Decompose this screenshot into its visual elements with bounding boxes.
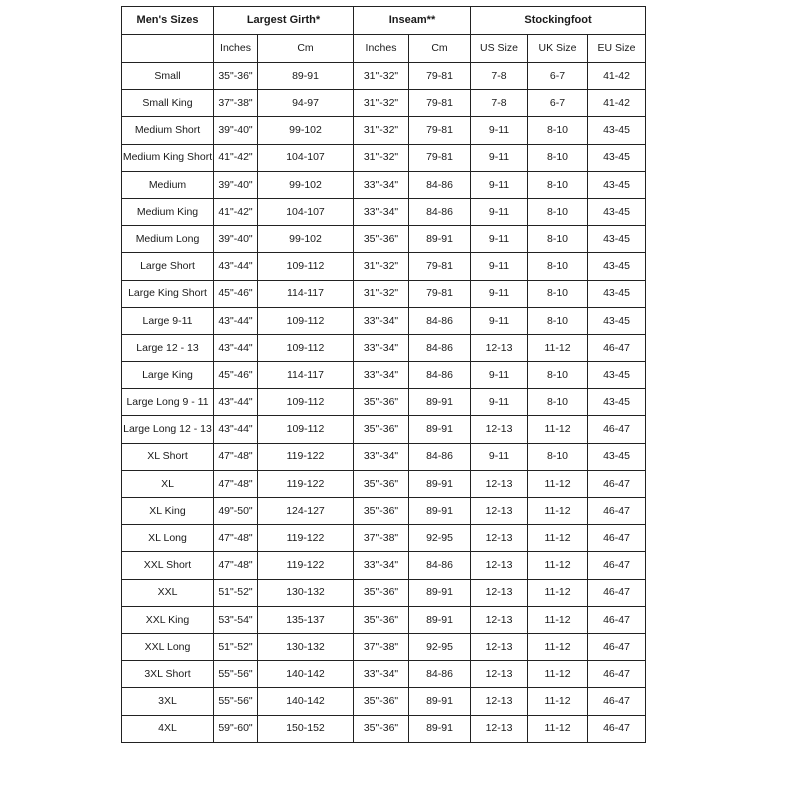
inseam-cm-cell: 84-86 xyxy=(409,661,471,688)
header-mens-sizes: Men's Sizes xyxy=(122,7,214,35)
us-size-cell: 12-13 xyxy=(471,498,528,525)
eu-size-cell: 46-47 xyxy=(588,606,646,633)
inseam-inches-cell: 35"-36" xyxy=(354,715,409,742)
girth-inches-cell: 49"-50" xyxy=(214,498,258,525)
girth-cm-cell: 119-122 xyxy=(258,470,354,497)
inseam-inches-cell: 31"-32" xyxy=(354,280,409,307)
us-size-cell: 12-13 xyxy=(471,470,528,497)
eu-size-cell: 41-42 xyxy=(588,90,646,117)
us-size-cell: 9-11 xyxy=(471,443,528,470)
girth-inches-cell: 53"-54" xyxy=(214,606,258,633)
table-row xyxy=(122,117,646,144)
girth-cm-cell: 99-102 xyxy=(258,171,354,198)
uk-size-cell: 8-10 xyxy=(528,307,588,334)
inseam-cm-cell: 84-86 xyxy=(409,198,471,225)
sub-header-girth-cm: Cm xyxy=(258,35,354,63)
inseam-inches-cell: 35"-36" xyxy=(354,606,409,633)
eu-size-cell: 46-47 xyxy=(588,470,646,497)
sub-header-inseam-cm: Cm xyxy=(409,35,471,63)
eu-size-cell: 46-47 xyxy=(588,633,646,660)
sub-header-row xyxy=(122,35,646,63)
inseam-inches-cell: 33"-34" xyxy=(354,552,409,579)
inseam-cm-cell: 79-81 xyxy=(409,144,471,171)
us-size-cell: 9-11 xyxy=(471,117,528,144)
header-largest-girth: Largest Girth* xyxy=(214,7,354,35)
sub-header-blank xyxy=(122,35,214,63)
size-name-cell: XXL King xyxy=(122,606,214,633)
inseam-cm-cell: 84-86 xyxy=(409,334,471,361)
us-size-cell: 12-13 xyxy=(471,416,528,443)
inseam-inches-cell: 33"-34" xyxy=(354,443,409,470)
size-name-cell: XL Short xyxy=(122,443,214,470)
inseam-inches-cell: 31"-32" xyxy=(354,144,409,171)
size-name-cell: XXL xyxy=(122,579,214,606)
girth-inches-cell: 55"-56" xyxy=(214,661,258,688)
girth-inches-cell: 45"-46" xyxy=(214,280,258,307)
us-size-cell: 7-8 xyxy=(471,90,528,117)
uk-size-cell: 8-10 xyxy=(528,117,588,144)
inseam-inches-cell: 33"-34" xyxy=(354,362,409,389)
inseam-inches-cell: 33"-34" xyxy=(354,171,409,198)
table-row xyxy=(122,688,646,715)
us-size-cell: 9-11 xyxy=(471,362,528,389)
girth-inches-cell: 47"-48" xyxy=(214,470,258,497)
inseam-cm-cell: 84-86 xyxy=(409,552,471,579)
us-size-cell: 12-13 xyxy=(471,688,528,715)
uk-size-cell: 11-12 xyxy=(528,715,588,742)
size-name-cell: Large Long 12 - 13 xyxy=(122,416,214,443)
size-name-cell: XL Long xyxy=(122,525,214,552)
eu-size-cell: 43-45 xyxy=(588,307,646,334)
size-name-cell: 3XL xyxy=(122,688,214,715)
table-row xyxy=(122,307,646,334)
uk-size-cell: 11-12 xyxy=(528,606,588,633)
header-stockingfoot: Stockingfoot xyxy=(471,7,646,35)
eu-size-cell: 43-45 xyxy=(588,226,646,253)
us-size-cell: 9-11 xyxy=(471,226,528,253)
sub-header-uk-size: UK Size xyxy=(528,35,588,63)
eu-size-cell: 43-45 xyxy=(588,362,646,389)
table-row xyxy=(122,498,646,525)
size-name-cell: XXL Long xyxy=(122,633,214,660)
girth-cm-cell: 104-107 xyxy=(258,144,354,171)
inseam-cm-cell: 79-81 xyxy=(409,117,471,144)
table-row xyxy=(122,552,646,579)
size-name-cell: Large King xyxy=(122,362,214,389)
inseam-inches-cell: 35"-36" xyxy=(354,226,409,253)
uk-size-cell: 6-7 xyxy=(528,63,588,90)
table-row xyxy=(122,525,646,552)
table-row xyxy=(122,443,646,470)
sub-header-us-size: US Size xyxy=(471,35,528,63)
table-row xyxy=(122,171,646,198)
eu-size-cell: 46-47 xyxy=(588,661,646,688)
uk-size-cell: 8-10 xyxy=(528,443,588,470)
eu-size-cell: 46-47 xyxy=(588,552,646,579)
us-size-cell: 9-11 xyxy=(471,198,528,225)
girth-cm-cell: 150-152 xyxy=(258,715,354,742)
table-row xyxy=(122,63,646,90)
girth-inches-cell: 37"-38" xyxy=(214,90,258,117)
girth-cm-cell: 99-102 xyxy=(258,117,354,144)
inseam-inches-cell: 35"-36" xyxy=(354,470,409,497)
inseam-inches-cell: 35"-36" xyxy=(354,416,409,443)
inseam-inches-cell: 31"-32" xyxy=(354,253,409,280)
inseam-cm-cell: 89-91 xyxy=(409,715,471,742)
girth-inches-cell: 45"-46" xyxy=(214,362,258,389)
girth-cm-cell: 94-97 xyxy=(258,90,354,117)
us-size-cell: 9-11 xyxy=(471,280,528,307)
girth-inches-cell: 51"-52" xyxy=(214,633,258,660)
uk-size-cell: 8-10 xyxy=(528,362,588,389)
uk-size-cell: 8-10 xyxy=(528,253,588,280)
size-name-cell: XXL Short xyxy=(122,552,214,579)
girth-cm-cell: 114-117 xyxy=(258,362,354,389)
table-row xyxy=(122,470,646,497)
girth-inches-cell: 43"-44" xyxy=(214,253,258,280)
table-row xyxy=(122,198,646,225)
eu-size-cell: 43-45 xyxy=(588,198,646,225)
us-size-cell: 12-13 xyxy=(471,633,528,660)
table-row xyxy=(122,253,646,280)
size-name-cell: Large 12 - 13 xyxy=(122,334,214,361)
table-row xyxy=(122,389,646,416)
inseam-inches-cell: 35"-36" xyxy=(354,688,409,715)
inseam-inches-cell: 33"-34" xyxy=(354,661,409,688)
inseam-inches-cell: 31"-32" xyxy=(354,117,409,144)
inseam-cm-cell: 84-86 xyxy=(409,362,471,389)
girth-inches-cell: 43"-44" xyxy=(214,334,258,361)
girth-cm-cell: 89-91 xyxy=(258,63,354,90)
inseam-cm-cell: 89-91 xyxy=(409,389,471,416)
us-size-cell: 12-13 xyxy=(471,661,528,688)
us-size-cell: 9-11 xyxy=(471,389,528,416)
table-row xyxy=(122,90,646,117)
girth-cm-cell: 135-137 xyxy=(258,606,354,633)
table-row xyxy=(122,144,646,171)
uk-size-cell: 11-12 xyxy=(528,552,588,579)
eu-size-cell: 46-47 xyxy=(588,715,646,742)
girth-cm-cell: 124-127 xyxy=(258,498,354,525)
size-name-cell: Medium Long xyxy=(122,226,214,253)
sub-header-girth-inches: Inches xyxy=(214,35,258,63)
table-row xyxy=(122,280,646,307)
girth-inches-cell: 39"-40" xyxy=(214,117,258,144)
girth-inches-cell: 47"-48" xyxy=(214,552,258,579)
us-size-cell: 12-13 xyxy=(471,715,528,742)
table-row xyxy=(122,579,646,606)
inseam-cm-cell: 89-91 xyxy=(409,688,471,715)
uk-size-cell: 8-10 xyxy=(528,389,588,416)
girth-inches-cell: 51"-52" xyxy=(214,579,258,606)
uk-size-cell: 6-7 xyxy=(528,90,588,117)
eu-size-cell: 43-45 xyxy=(588,280,646,307)
uk-size-cell: 11-12 xyxy=(528,579,588,606)
size-name-cell: Medium King xyxy=(122,198,214,225)
size-name-cell: Medium Short xyxy=(122,117,214,144)
girth-cm-cell: 119-122 xyxy=(258,443,354,470)
table-row xyxy=(122,334,646,361)
inseam-cm-cell: 89-91 xyxy=(409,416,471,443)
us-size-cell: 9-11 xyxy=(471,253,528,280)
size-name-cell: Large Long 9 - 11 xyxy=(122,389,214,416)
us-size-cell: 9-11 xyxy=(471,144,528,171)
girth-cm-cell: 104-107 xyxy=(258,198,354,225)
inseam-cm-cell: 89-91 xyxy=(409,579,471,606)
inseam-cm-cell: 79-81 xyxy=(409,63,471,90)
size-name-cell: Small xyxy=(122,63,214,90)
eu-size-cell: 43-45 xyxy=(588,144,646,171)
uk-size-cell: 11-12 xyxy=(528,688,588,715)
uk-size-cell: 11-12 xyxy=(528,334,588,361)
uk-size-cell: 8-10 xyxy=(528,144,588,171)
inseam-cm-cell: 79-81 xyxy=(409,280,471,307)
inseam-inches-cell: 33"-34" xyxy=(354,307,409,334)
table-row xyxy=(122,362,646,389)
uk-size-cell: 11-12 xyxy=(528,416,588,443)
us-size-cell: 9-11 xyxy=(471,171,528,198)
eu-size-cell: 46-47 xyxy=(588,525,646,552)
inseam-inches-cell: 35"-36" xyxy=(354,498,409,525)
inseam-cm-cell: 79-81 xyxy=(409,90,471,117)
uk-size-cell: 8-10 xyxy=(528,226,588,253)
sub-header-eu-size: EU Size xyxy=(588,35,646,63)
inseam-inches-cell: 31"-32" xyxy=(354,90,409,117)
girth-inches-cell: 43"-44" xyxy=(214,389,258,416)
eu-size-cell: 43-45 xyxy=(588,117,646,144)
girth-cm-cell: 140-142 xyxy=(258,688,354,715)
eu-size-cell: 43-45 xyxy=(588,443,646,470)
inseam-inches-cell: 37"-38" xyxy=(354,525,409,552)
girth-cm-cell: 114-117 xyxy=(258,280,354,307)
girth-cm-cell: 109-112 xyxy=(258,307,354,334)
us-size-cell: 12-13 xyxy=(471,579,528,606)
eu-size-cell: 43-45 xyxy=(588,389,646,416)
inseam-cm-cell: 84-86 xyxy=(409,171,471,198)
size-name-cell: 4XL xyxy=(122,715,214,742)
inseam-cm-cell: 79-81 xyxy=(409,253,471,280)
uk-size-cell: 11-12 xyxy=(528,525,588,552)
inseam-inches-cell: 35"-36" xyxy=(354,389,409,416)
table-row xyxy=(122,715,646,742)
girth-inches-cell: 59"-60" xyxy=(214,715,258,742)
girth-cm-cell: 109-112 xyxy=(258,334,354,361)
us-size-cell: 12-13 xyxy=(471,552,528,579)
eu-size-cell: 46-47 xyxy=(588,416,646,443)
us-size-cell: 7-8 xyxy=(471,63,528,90)
table-row xyxy=(122,661,646,688)
size-name-cell: Large Short xyxy=(122,253,214,280)
uk-size-cell: 8-10 xyxy=(528,198,588,225)
inseam-inches-cell: 33"-34" xyxy=(354,334,409,361)
eu-size-cell: 41-42 xyxy=(588,63,646,90)
uk-size-cell: 11-12 xyxy=(528,633,588,660)
girth-inches-cell: 41"-42" xyxy=(214,144,258,171)
girth-inches-cell: 35"-36" xyxy=(214,63,258,90)
inseam-cm-cell: 92-95 xyxy=(409,525,471,552)
girth-inches-cell: 41"-42" xyxy=(214,198,258,225)
size-name-cell: Medium xyxy=(122,171,214,198)
uk-size-cell: 8-10 xyxy=(528,171,588,198)
inseam-inches-cell: 31"-32" xyxy=(354,63,409,90)
girth-cm-cell: 99-102 xyxy=(258,226,354,253)
inseam-cm-cell: 89-91 xyxy=(409,470,471,497)
inseam-cm-cell: 89-91 xyxy=(409,498,471,525)
girth-inches-cell: 39"-40" xyxy=(214,226,258,253)
inseam-inches-cell: 37"-38" xyxy=(354,633,409,660)
inseam-cm-cell: 84-86 xyxy=(409,443,471,470)
table-row xyxy=(122,606,646,633)
header-inseam: Inseam** xyxy=(354,7,471,35)
girth-inches-cell: 43"-44" xyxy=(214,307,258,334)
us-size-cell: 12-13 xyxy=(471,334,528,361)
eu-size-cell: 46-47 xyxy=(588,688,646,715)
girth-inches-cell: 47"-48" xyxy=(214,443,258,470)
table-row xyxy=(122,416,646,443)
girth-cm-cell: 130-132 xyxy=(258,579,354,606)
eu-size-cell: 43-45 xyxy=(588,171,646,198)
girth-cm-cell: 109-112 xyxy=(258,389,354,416)
group-header-row xyxy=(122,7,646,35)
girth-inches-cell: 47"-48" xyxy=(214,525,258,552)
girth-cm-cell: 119-122 xyxy=(258,525,354,552)
size-name-cell: XL xyxy=(122,470,214,497)
us-size-cell: 9-11 xyxy=(471,307,528,334)
sub-header-inseam-inches: Inches xyxy=(354,35,409,63)
inseam-cm-cell: 92-95 xyxy=(409,633,471,660)
table-row xyxy=(122,226,646,253)
uk-size-cell: 8-10 xyxy=(528,280,588,307)
inseam-cm-cell: 89-91 xyxy=(409,606,471,633)
uk-size-cell: 11-12 xyxy=(528,498,588,525)
uk-size-cell: 11-12 xyxy=(528,661,588,688)
girth-cm-cell: 109-112 xyxy=(258,416,354,443)
inseam-cm-cell: 89-91 xyxy=(409,226,471,253)
size-name-cell: Large 9-11 xyxy=(122,307,214,334)
size-name-cell: XL King xyxy=(122,498,214,525)
inseam-inches-cell: 35"-36" xyxy=(354,579,409,606)
us-size-cell: 12-13 xyxy=(471,525,528,552)
eu-size-cell: 46-47 xyxy=(588,498,646,525)
inseam-cm-cell: 84-86 xyxy=(409,307,471,334)
girth-inches-cell: 43"-44" xyxy=(214,416,258,443)
girth-cm-cell: 109-112 xyxy=(258,253,354,280)
eu-size-cell: 46-47 xyxy=(588,579,646,606)
uk-size-cell: 11-12 xyxy=(528,470,588,497)
size-name-cell: Medium King Short xyxy=(122,144,214,171)
girth-cm-cell: 130-132 xyxy=(258,633,354,660)
inseam-inches-cell: 33"-34" xyxy=(354,198,409,225)
size-name-cell: Large King Short xyxy=(122,280,214,307)
us-size-cell: 12-13 xyxy=(471,606,528,633)
size-name-cell: Small King xyxy=(122,90,214,117)
table-row xyxy=(122,633,646,660)
girth-cm-cell: 119-122 xyxy=(258,552,354,579)
eu-size-cell: 43-45 xyxy=(588,253,646,280)
size-chart-table xyxy=(121,6,646,743)
girth-inches-cell: 39"-40" xyxy=(214,171,258,198)
girth-cm-cell: 140-142 xyxy=(258,661,354,688)
eu-size-cell: 46-47 xyxy=(588,334,646,361)
size-name-cell: 3XL Short xyxy=(122,661,214,688)
girth-inches-cell: 55"-56" xyxy=(214,688,258,715)
